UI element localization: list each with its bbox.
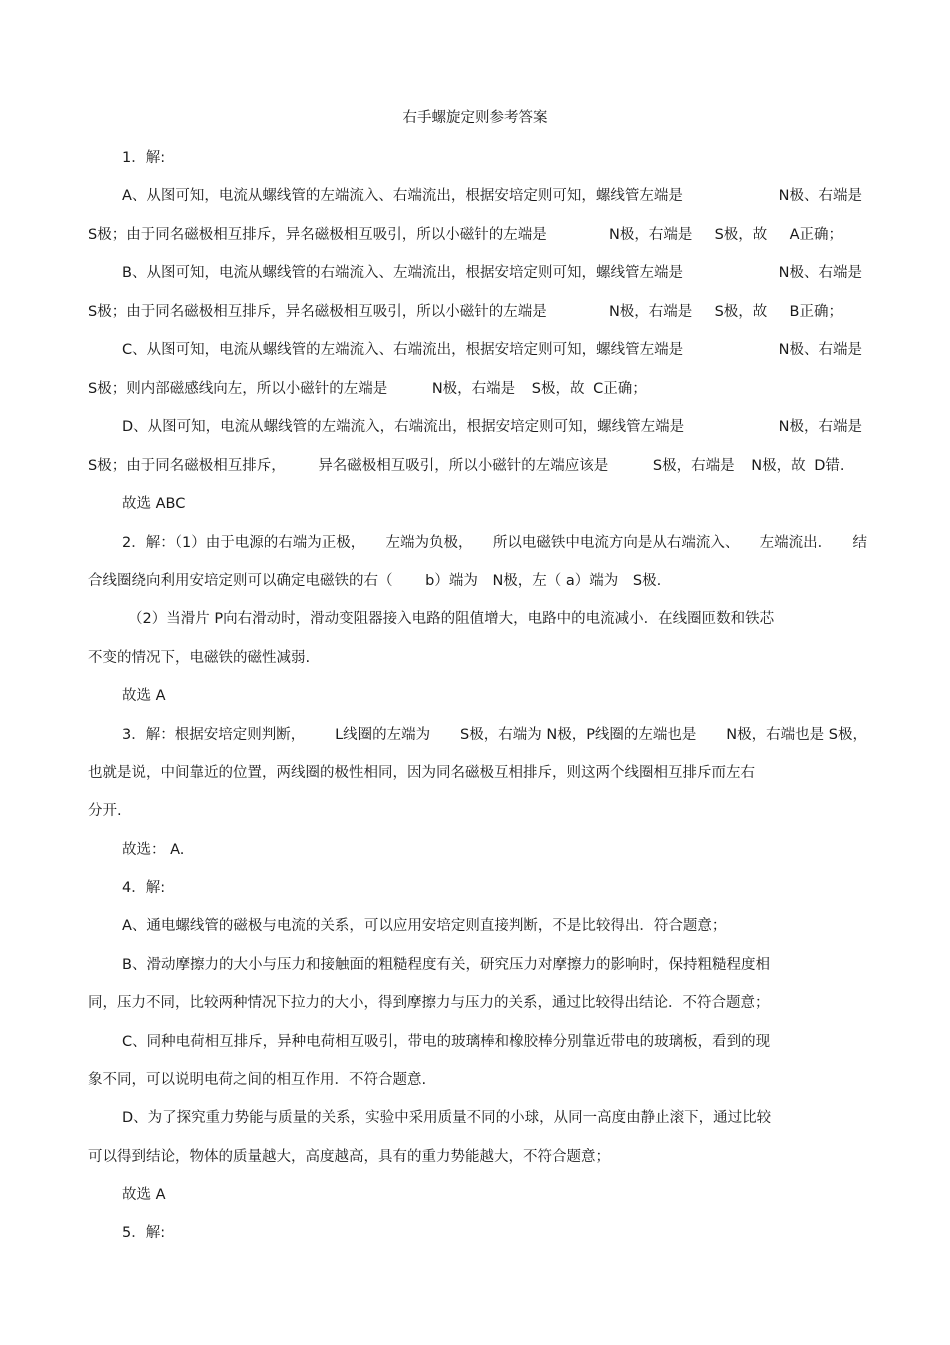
text-segment: N极、右端是 xyxy=(778,265,862,281)
text-segment: 2．解：（1）由于电源的右端为正极， xyxy=(122,535,366,551)
q1-option-d-line2 xyxy=(88,456,845,476)
q3-line1 xyxy=(122,725,867,745)
q1-option-a-line2 xyxy=(88,225,843,245)
q4-option-b-line1: B、滑动摩擦力的大小与压力和接触面的粗糙程度有关，研究压力对摩擦力的影响时，保持粗糙程度相 xyxy=(122,957,770,973)
q2-line3: （2）当滑片 P向右滑动时，滑动变阻器接入电路的阻值增大，电路中的电流减小．在线圈匝数和铁芯 xyxy=(128,611,775,627)
q4-option-d-line1: D、为了探究重力势能与质量的关系，实验中采用质量不同的小球，从同一高度由静止滚下，通过比较 xyxy=(122,1110,772,1126)
text-segment: B正确； xyxy=(789,304,843,320)
text-segment: N极，右端是 xyxy=(608,227,693,243)
q4-answer: 故选 A xyxy=(122,1187,166,1203)
text-segment: S极，右端是 xyxy=(652,458,735,474)
text-segment: S极，故 xyxy=(714,304,768,320)
text-segment: N极，右端是 xyxy=(608,304,693,320)
q5-heading: 5．解: xyxy=(122,1225,166,1241)
text-segment: 左端为负极， xyxy=(385,535,473,551)
text-segment: S极；由于同名磁极相互排斥，异名磁极相互吸引，所以小磁针的左端是 xyxy=(88,227,547,243)
q1-option-b-line1 xyxy=(122,263,862,283)
text-segment: N极，右端是 xyxy=(431,381,516,397)
text-segment: S极；则内部磁感线向左，所以小磁针的左端是 xyxy=(88,381,388,397)
text-segment: B、从图可知，电流从螺线管的右端流入、左端流出，根据安培定则可知，螺线管左端是 xyxy=(122,265,683,281)
text-segment: L线圈的左端为 xyxy=(335,727,431,743)
text-segment: S极，故 xyxy=(714,227,768,243)
text-segment: A、从图可知，电流从螺线管的左端流入、右端流出，根据安培定则可知，螺线管左端是 xyxy=(122,188,683,204)
text-segment: N极、右端是 xyxy=(778,188,862,204)
text-segment: C、从图可知，电流从螺线管的左端流入、右端流出，根据安培定则可知，螺线管左端是 xyxy=(122,342,684,358)
q1-answer: 故选 ABC xyxy=(122,496,186,512)
text-segment: 3．解：根据安培定则判断， xyxy=(122,727,306,743)
q3-answer: 故选： A. xyxy=(122,842,185,858)
q4-option-a: A、通电螺线管的磁极与电流的关系，可以应用安培定则直接判断，不是比较得出．符合题意； xyxy=(122,918,727,934)
text-segment: 结 xyxy=(852,535,867,551)
text-segment: S极；由于同名磁极相互排斥，异名磁极相互吸引，所以小磁针的左端是 xyxy=(88,304,547,320)
document-title: 右手螺旋定则参考答案 xyxy=(402,110,548,126)
q2-answer: 故选 A xyxy=(122,688,166,704)
q2-line2 xyxy=(88,571,661,591)
q2-line4: 不变的情况下，电磁铁的磁性减弱. xyxy=(88,650,311,666)
text-segment: N极，右端也是 S极， xyxy=(726,727,867,743)
text-segment: S极，右端为 N极，P线圈的左端也是 xyxy=(460,727,697,743)
q4-option-b-line2: 同，压力不同，比较两种情况下拉力的大小，得到摩擦力与压力的关系，通过比较得出结论．不符合题意； xyxy=(88,995,770,1011)
text-segment: C正确； xyxy=(593,381,647,397)
q4-option-c-line2: 象不同，可以说明电荷之间的相互作用．不符合题意. xyxy=(88,1072,427,1088)
q1-option-c-line1 xyxy=(122,340,862,360)
text-segment: N极，故 xyxy=(751,458,806,474)
q4-option-c-line1: C、同种电荷相互排斥，异种电荷相互吸引，带电的玻璃棒和橡胶棒分别靠近带电的玻璃板，看到的现 xyxy=(122,1034,771,1050)
text-segment: 左端流出． xyxy=(759,535,833,551)
text-segment: N极，左（ a）端为 xyxy=(492,573,619,589)
q3-line3: 分开. xyxy=(88,803,122,819)
text-segment: D错. xyxy=(814,458,845,474)
q1-option-d-line1 xyxy=(122,417,862,437)
text-segment: N极、右端是 xyxy=(778,342,862,358)
q1-option-a-line1 xyxy=(122,186,862,206)
text-segment: D、从图可知，电流从螺线管的左端流入，右端流出，根据安培定则可知，螺线管左端是 xyxy=(122,419,685,435)
q4-option-d-line2: 可以得到结论，物体的质量越大，高度越高，具有的重力势能越大，不符合题意； xyxy=(88,1149,610,1165)
text-segment: S极；由于同名磁极相互排斥， xyxy=(88,458,286,474)
text-segment: 异名磁极相互吸引，所以小磁针的左端应该是 xyxy=(318,458,609,474)
text-segment: S极. xyxy=(632,573,662,589)
text-segment: 所以电磁铁中电流方向是从右端流入、 xyxy=(492,535,740,551)
q1-option-c-line2 xyxy=(88,379,647,399)
q2-line1 xyxy=(122,533,867,553)
q1-heading: 1．解: xyxy=(122,150,166,166)
text-segment: 合线圈绕向利用安培定则可以确定电磁铁的右（ xyxy=(88,573,393,589)
q3-line2: 也就是说，中间靠近的位置，两线圈的极性相同，因为同名磁极互相排斥，则这两个线圈相互排斥而左右 xyxy=(88,765,755,781)
text-segment: S极，故 xyxy=(531,381,585,397)
q4-heading: 4．解: xyxy=(122,880,166,896)
text-segment: N极，右端是 xyxy=(778,419,862,435)
q1-option-b-line2 xyxy=(88,302,843,322)
text-segment: A正确； xyxy=(789,227,843,243)
text-segment: b）端为 xyxy=(425,573,478,589)
